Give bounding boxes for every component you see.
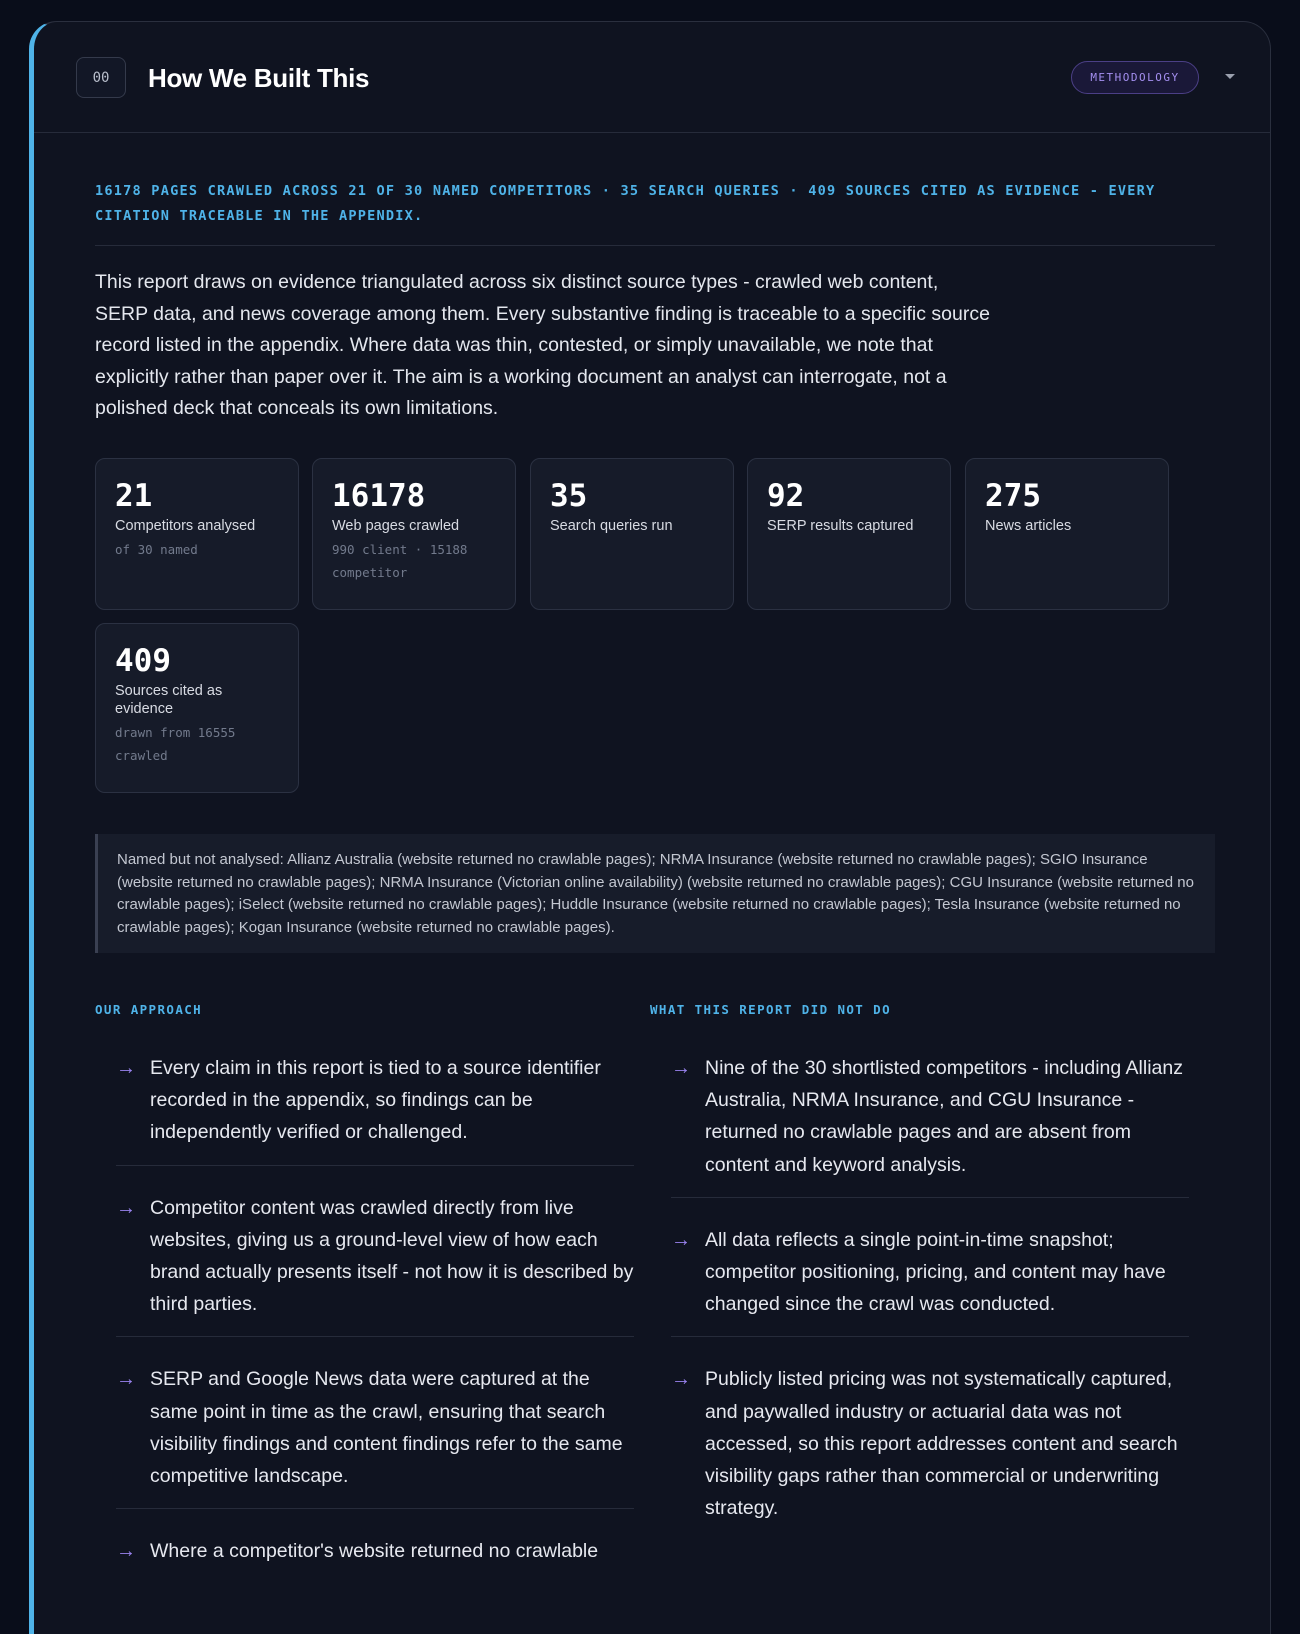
stat-label: Search queries run: [550, 518, 673, 534]
not-analysed-notice: Named but not analysed: Allianz Australia (website returned no crawlable pages); NRMA Insurance (website returned no crawlable pages); SGIO Insurance (website returned no crawlable pages); NRMA Insurance (Victorian online availability) (website returned no crawlable pages); CGU Insurance (website returned no crawlable pages); iSelect (website returned no crawlable pages); Huddle Insurance (website returned no crawlable pages); Tesla Insurance (website returned no crawlable pages); Kogan Insurance (website returned no crawlable pages).: [95, 834, 1215, 953]
stat-sub: drawn from 16555 crawled: [115, 725, 236, 763]
stat-card: [965, 458, 1169, 610]
stat-sub: 990 client · 15188 competitor: [332, 542, 468, 580]
arrow-right-icon: →: [116, 1196, 136, 1219]
stat-value: 21: [115, 478, 153, 514]
divider: [95, 245, 1215, 246]
arrow-right-icon: →: [671, 1228, 691, 1251]
list-item: → Nine of the 30 shortlisted competitors - including Allianz Australia, NRMA Insurance, and CGU Insurance - returned no crawlable pages and are absent from content and keyword analysis.: [671, 1039, 1189, 1198]
list-item: → Competitor content was crawled directly from live websites, giving us a ground-level view of how each brand actually presents itself - not how it is described by third parties.: [116, 1179, 634, 1338]
methodology-card: [29, 21, 1271, 1634]
stat-value: 92: [767, 478, 805, 514]
list-item: → Every claim in this report is tied to a source identifier recorded in the appendix, so findings can be independently verified or challenged.: [116, 1039, 634, 1166]
stat-label: News articles: [985, 518, 1072, 534]
arrow-right-icon: →: [671, 1368, 691, 1391]
section-title: How We Built This: [148, 63, 370, 93]
stat-card: [95, 623, 299, 793]
stat-card: [747, 458, 951, 610]
limits-heading: WHAT THIS REPORT DID NOT DO: [650, 1002, 891, 1017]
stat-label: Competitors analysed: [115, 518, 256, 534]
stat-label: SERP results captured: [767, 518, 914, 534]
chevron-down-icon[interactable]: [1225, 74, 1235, 79]
section-number: 00: [76, 57, 126, 98]
list-item: → All data reflects a single point-in-time snapshot; competitor positioning, pricing, and content may have changed since the crawl was conducted.: [671, 1211, 1189, 1338]
stat-value: 16178: [332, 478, 426, 514]
stat-label: Sources cited as evidence: [115, 683, 223, 717]
stat-card: [95, 458, 299, 610]
section-header[interactable]: [34, 22, 1270, 133]
stat-card: [312, 458, 516, 610]
stat-card: [530, 458, 734, 610]
list-item: → Where a competitor's website returned no crawlable: [116, 1522, 634, 1583]
arrow-right-icon: →: [116, 1540, 136, 1563]
list-item: → Publicly listed pricing was not systematically captured, and paywalled industry or actuarial data was not accessed, so this report addresses content and search visibility gaps rather than commercial or underwriting strategy.: [671, 1350, 1189, 1540]
methodology-tag: METHODOLOGY: [1071, 61, 1199, 94]
limits-list: [671, 1039, 1189, 1553]
arrow-right-icon: →: [116, 1368, 136, 1391]
stat-label: Web pages crawled: [332, 518, 460, 534]
list-item: → SERP and Google News data were captured at the same point in time as the crawl, ensuring that search visibility findings and content findings refer to the same competitive landscape.: [116, 1350, 634, 1509]
intro-paragraph: This report draws on evidence triangulated across six distinct source types - crawled web content, SERP data, and news coverage among them. Every substantive finding is traceable to a specific source record listed in the appendix. Where data was thin, contested, or simply unavailable, we note that explicitly rather than paper over it. The aim is a working document an analyst can interrogate, not a polished deck that conceals its own limitations.: [95, 271, 990, 419]
arrow-right-icon: →: [671, 1057, 691, 1079]
arrow-right-icon: →: [116, 1057, 136, 1079]
stat-sub: of 30 named: [115, 542, 198, 557]
approach-list: [116, 1039, 634, 1596]
stat-value: 409: [115, 643, 171, 679]
stat-value: 275: [985, 478, 1041, 514]
summary-line: 16178 PAGES CRAWLED ACROSS 21 OF 30 NAMED COMPETITORS · 35 SEARCH QUERIES · 409 SOURCES CITED AS EVIDENCE - EVERY CITATION TRACEABLE IN THE APPENDIX.: [95, 183, 1156, 224]
approach-heading: OUR APPROACH: [95, 1002, 203, 1017]
stat-value: 35: [550, 478, 588, 514]
